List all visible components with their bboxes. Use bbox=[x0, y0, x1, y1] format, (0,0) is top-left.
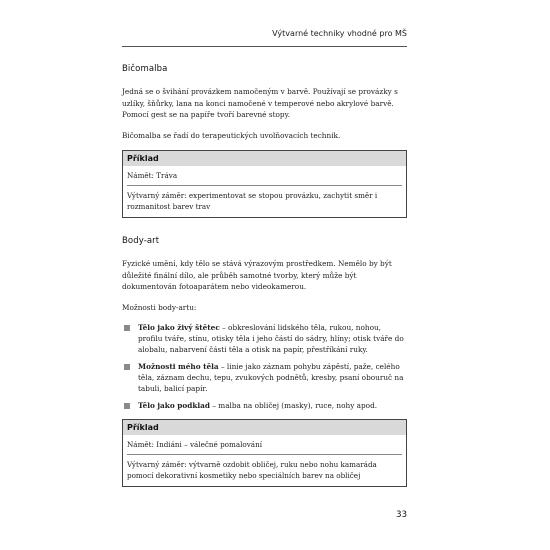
paragraph: Bičomalba se řadí do terapeutických uvolňovacích technik. bbox=[122, 130, 341, 140]
example-line: Námět: Indiáni – válečné pomalování bbox=[127, 438, 402, 455]
paragraph: Fyzické umění, kdy tělo se stává výrazovým prostředkem. Nemělo by být důležité finální dílo, ale průběh samotné tvorby, který může být dokumentován fotoaparátem nebo videokamerou. bbox=[122, 259, 392, 291]
example-box bbox=[122, 150, 407, 218]
list-item bbox=[122, 361, 407, 394]
section-heading-bicomalba: Bičomalba bbox=[122, 64, 168, 74]
running-header bbox=[122, 26, 407, 47]
bullet-bold-term: Tělo jako živý štětec bbox=[138, 323, 220, 332]
example-line: Námět: Tráva bbox=[127, 169, 402, 186]
bullet-list bbox=[122, 322, 407, 411]
paragraph: Možnosti body-artu: bbox=[122, 302, 197, 312]
example-box bbox=[122, 419, 407, 487]
list-item bbox=[122, 400, 407, 411]
bullet-text: – obkreslování lidského těla, rukou, nohou, profilu tváře, stínu, otisky těla i jeho částí do sádry, hlíny; otisk tváře do alobalu, nabarvení části těla a otisk na papír, přestříkání ruky. bbox=[138, 323, 404, 354]
square-bullet-icon bbox=[124, 403, 130, 409]
bullet-text: – malba na obličej (masky), ruce, nohy apod. bbox=[209, 401, 378, 410]
bullet-bold-term: Možnosti mého těla bbox=[138, 362, 219, 371]
square-bullet-icon bbox=[124, 325, 130, 331]
list-item bbox=[122, 322, 407, 355]
example-box-body bbox=[123, 166, 406, 217]
example-line: Výtvarný záměr: experimentovat se stopou provázku, zachytit směr i rozmanitost barev trav bbox=[127, 191, 378, 211]
page-number: 33 bbox=[396, 510, 407, 520]
page-content bbox=[122, 64, 407, 499]
section-heading-body-art: Body-art bbox=[122, 236, 160, 246]
example-box-title: Příklad bbox=[123, 420, 406, 435]
square-bullet-icon bbox=[124, 364, 130, 370]
example-box-body bbox=[123, 435, 406, 486]
example-line: Výtvarný záměr: výtvarně ozdobit obličej, ruku nebo nohu kamaráda pomocí dekorativní kosmetiky nebo speciálních barev na obličej bbox=[127, 460, 377, 480]
paragraph: Jedná se o švihání provázkem namočeným v barvě. Používají se provázky s uzlíky, šňůrky, lana na konci namočené v temperové nebo akrylové barvě. Pomocí gest se na papíře tvoří barevné stopy. bbox=[122, 87, 398, 119]
bullet-bold-term: Tělo jako podklad bbox=[138, 401, 210, 410]
running-title: Výtvarné techniky vhodné pro MŠ bbox=[272, 29, 407, 38]
bullet-text: – linie jako záznam pohybu zápěstí, paže, celého těla, záznam dechu, tepu, zvukových podnětů, kresby, psaní obouruč na tabuli, balicí papír. bbox=[138, 362, 404, 393]
example-box-title: Příklad bbox=[123, 151, 406, 166]
